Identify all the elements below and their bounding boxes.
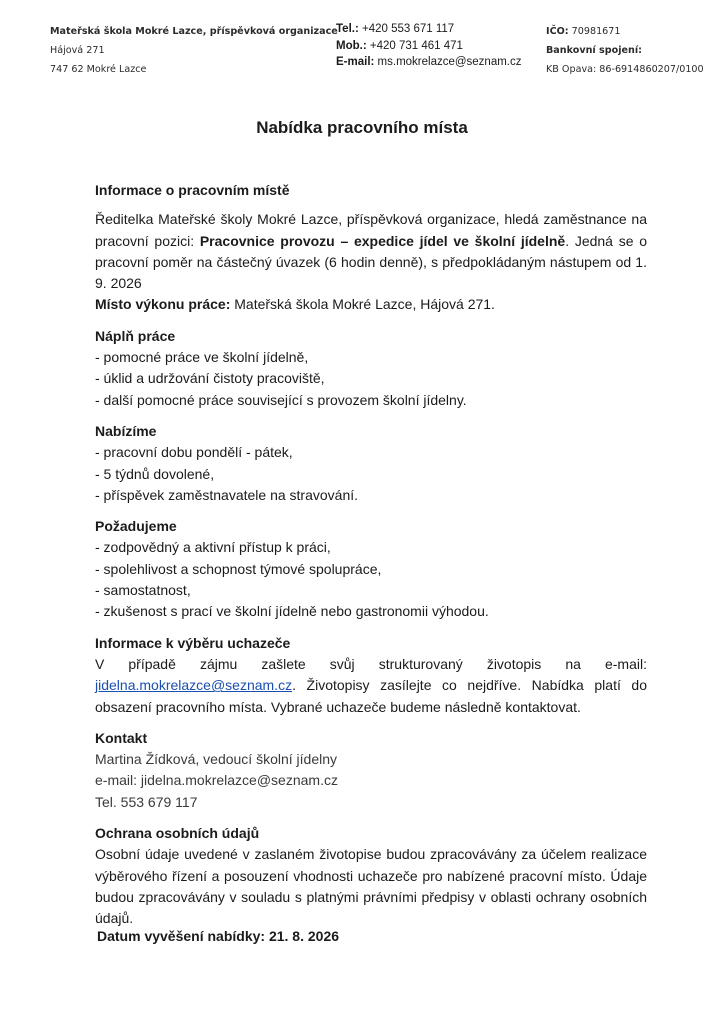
section-pozadujeme (95, 516, 647, 622)
bank-label: Bankovní spojení: (546, 45, 642, 56)
section-title: Náplň práce (95, 327, 176, 344)
ico-line: IČO: 70981671 (546, 26, 621, 37)
section-ochrana (95, 823, 647, 929)
section-nabizime (95, 421, 647, 506)
section-title: Ochrana osobních údajů (95, 825, 260, 842)
page-title: Nabídka pracovního místa (256, 118, 468, 137)
letterhead-ids (546, 22, 704, 79)
section-info (95, 180, 647, 316)
section-title: Informace o pracovním místě (95, 182, 290, 198)
tel-line: Tel.: +420 553 671 117 (336, 23, 455, 35)
vyber-paragraph: V případě zájmu zašlete svůj strukturovaný životopis na e-mail: jidelna.mokrelazce@seznam.cz. Životopisy zasílejte co nejdříve. Nabídka platí do obsazení pracovního místa. Vybrané uchazeče budeme následně kontaktovat. (95, 655, 647, 715)
list-item: - další pomocné práce související s provozem školní jídelny. (95, 391, 467, 408)
org-name: Mateřská škola Mokré Lazce, příspěvková organizace (50, 26, 338, 37)
list-item: - zkušenost s prací ve školní jídelně nebo gastronomii výhodou. (95, 603, 489, 620)
section-vyber (95, 633, 647, 718)
bank-account: KB Opava: 86-6914860207/0100 (546, 64, 704, 75)
section-title: Informace k výběru uchazeče (95, 634, 291, 651)
document-body (95, 180, 647, 930)
list-item: - pracovní dobu pondělí - pátek, (95, 444, 293, 461)
letterhead-org (50, 22, 338, 79)
org-city: 747 62 Mokré Lazce (50, 64, 147, 75)
section-title: Kontakt (95, 729, 148, 746)
posting-date: Datum vyvěšení nabídky: 21. 8. 2026 (97, 928, 340, 944)
list-item: - příspěvek zaměstnavatele na stravování. (95, 486, 359, 503)
contact-name: Martina Žídková, vedoucí školní jídelny (95, 751, 338, 768)
position-name: Pracovnice provozu – expedice jídel ve školní jídelně (199, 232, 566, 249)
contact-phone: Tel. 553 679 117 (95, 793, 198, 810)
section-title: Požadujeme (95, 518, 177, 535)
section-napln (95, 326, 647, 411)
email-link[interactable]: jidelna.mokrelazce@seznam.cz (95, 677, 293, 694)
mob-line: Mob.: +420 731 461 471 (336, 39, 463, 52)
list-item: - spolehlivost a schopnost týmové spolupráce, (95, 560, 382, 577)
email-line: E-mail: ms.mokrelazce@seznam.cz (336, 56, 522, 68)
ochrana-paragraph: Osobní údaje uvedené v zaslaném životopise budou zpracovávány za účelem realizace výběrového řízení a posouzení vhodnosti uchazeče pro nabízené pracovní místo. Údaje budou zpracovávány v souladu s platnými právními předpisy v oblasti ochrany osobních údajů. (95, 846, 647, 927)
section-kontakt (95, 728, 647, 813)
letterhead-contact (336, 21, 522, 71)
info-paragraph: Ředitelka Mateřské školy Mokré Lazce, příspěvková organizace, hledá zaměstnance na pracovní pozici: Pracovnice provozu – expedice jídel ve školní jídelně. Jedná se o pracovní poměr na částečný úvazek (6 hodin denně), s předpokládaným nástupem od 1. 9. 2026 (95, 211, 647, 292)
list-item: - samostatnost, (95, 582, 191, 599)
list-item: - úklid a udržování čistoty pracoviště, (95, 370, 325, 387)
list-item: - 5 týdnů dovolené, (95, 465, 215, 482)
contact-email: e-mail: jidelna.mokrelazce@seznam.cz (95, 772, 338, 789)
list-item: - pomocné práce ve školní jídelně, (95, 349, 309, 366)
workplace-line: Místo výkonu práce: Mateřská škola Mokré Lazce, Hájová 271. (95, 296, 495, 313)
section-title: Nabízíme (95, 422, 157, 439)
list-item: - zodpovědný a aktivní přístup k práci, (95, 539, 331, 556)
org-street: Hájová 271 (50, 45, 105, 56)
